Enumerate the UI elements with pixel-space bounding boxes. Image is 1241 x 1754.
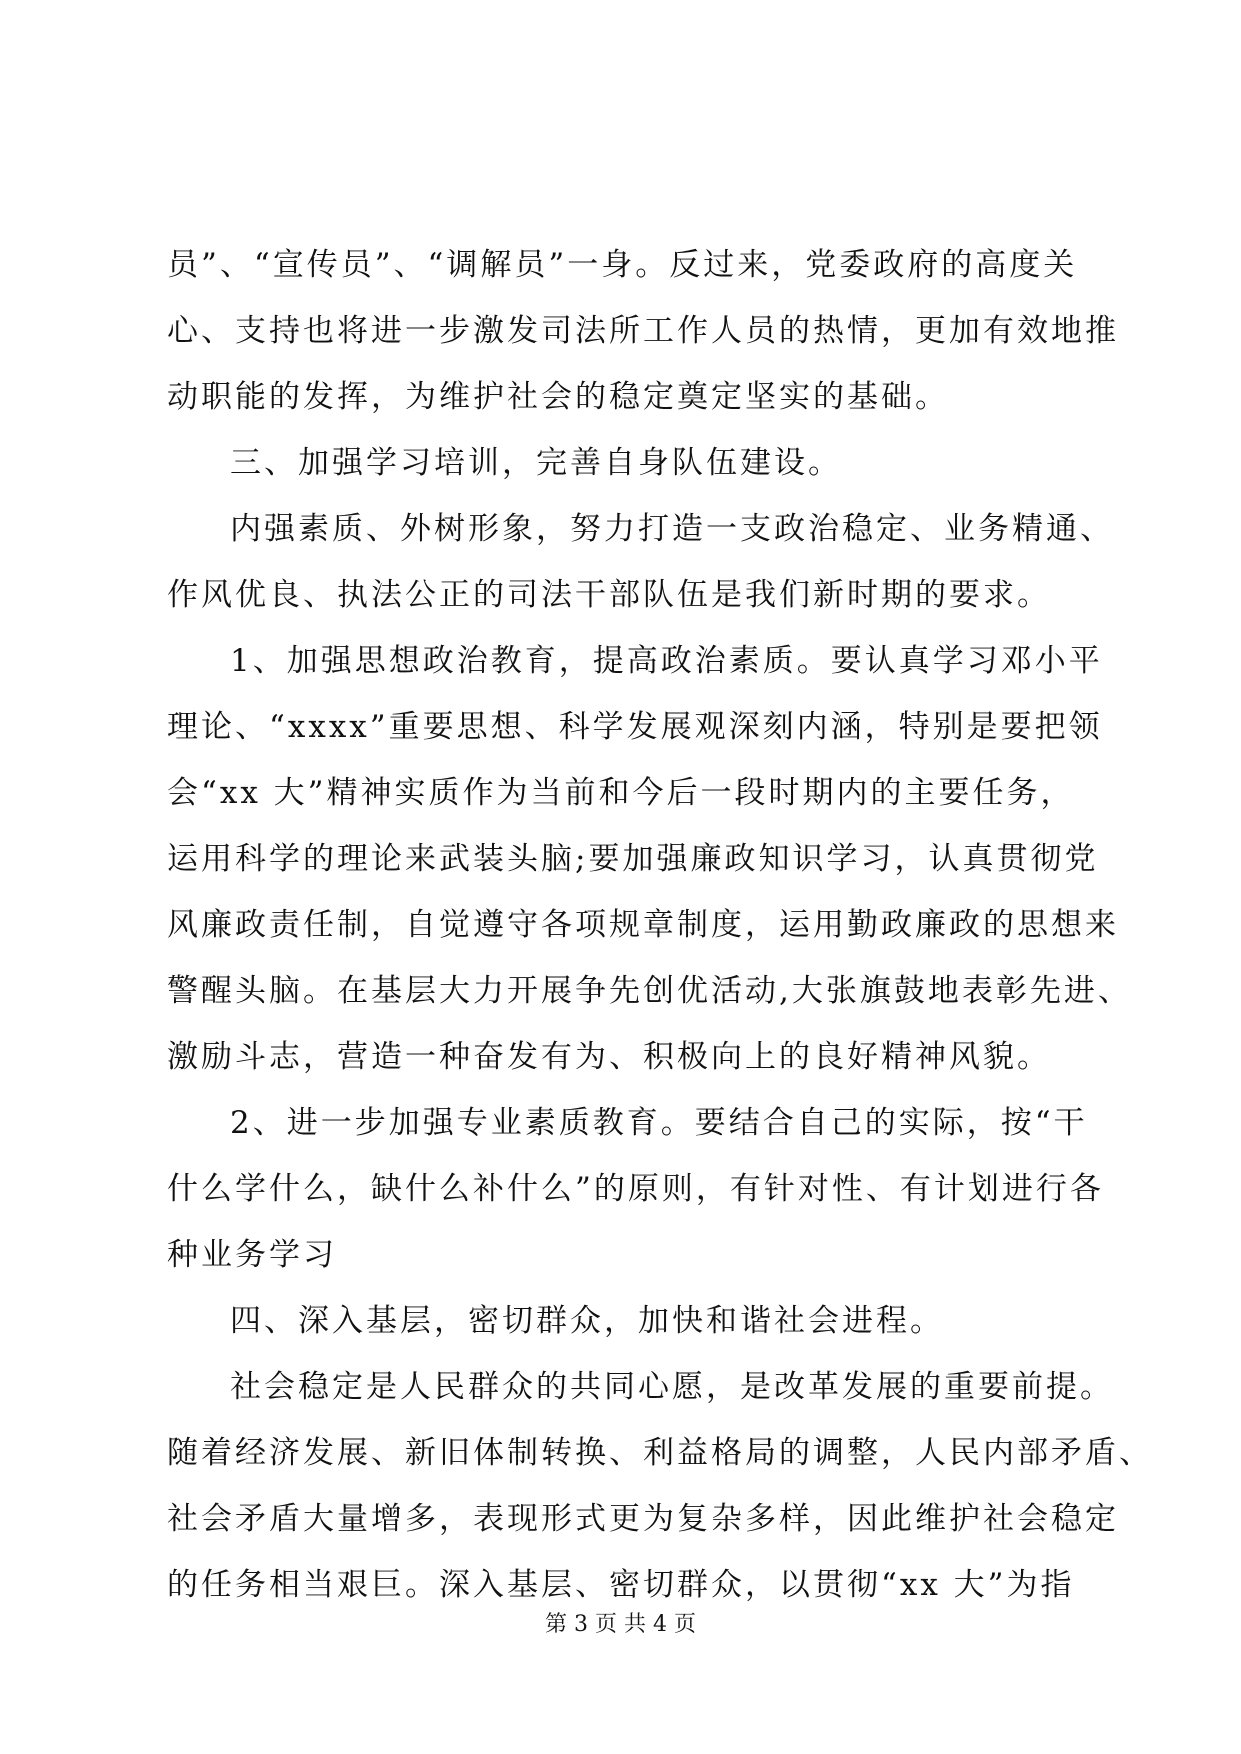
text-line: 种业务学习 xyxy=(167,1237,337,1273)
text-line: 社会矛盾大量增多，表现形式更为复杂多样，因此维护社会稳定 xyxy=(167,1501,1119,1537)
text-line: 激励斗志，营造一种奋发有为、积极向上的良好精神风貌。 xyxy=(167,1039,1051,1075)
text-line: 什么学什么，缺什么补什么”的原则，有针对性、有计划进行各 xyxy=(167,1171,1104,1207)
text-line: 内强素质、外树形象，努力打造一支政治稳定、业务精通、 xyxy=(230,511,1114,547)
text-line: 1、加强思想政治教育，提高政治素质。要认真学习邓小平 xyxy=(230,643,1103,679)
text-line: 会“xx 大”精神实质作为当前和今后一段时期内的主要任务， xyxy=(167,775,1075,811)
text-line: 2、进一步加强专业素质教育。要结合自己的实际，按“干 xyxy=(230,1105,1088,1141)
text-line: 风廉政责任制，自觉遵守各项规章制度，运用勤政廉政的思想来 xyxy=(167,907,1119,943)
text-line: 的任务相当艰巨。深入基层、密切群众，以贯彻“xx 大”为指 xyxy=(167,1567,1075,1603)
text-line: 理论、“xxxx”重要思想、科学发展观深刻内涵，特别是要把领 xyxy=(167,709,1103,745)
body-text xyxy=(167,232,1153,1618)
text-line: 心、支持也将进一步激发司法所工作人员的热情，更加有效地推 xyxy=(167,313,1119,349)
text-line: 社会稳定是人民群众的共同心愿，是改革发展的重要前提。 xyxy=(230,1369,1114,1405)
section-heading: 三、加强学习培训，完善自身队伍建设。 xyxy=(230,445,842,481)
text-line: 员”、“宣传员”、“调解员”一身。反过来，党委政府的高度关 xyxy=(167,247,1078,283)
text-line: 动职能的发挥，为维护社会的稳定奠定坚实的基础。 xyxy=(167,379,949,415)
text-line: 警醒头脑。在基层大力开展争先创优活动,大张旗鼓地表彰先进、 xyxy=(167,973,1132,1009)
page-number-footer: 第 3 页 共 4 页 xyxy=(545,1612,696,1637)
text-line: 随着经济发展、新旧体制转换、利益格局的调整，人民内部矛盾、 xyxy=(167,1435,1153,1471)
text-line: 运用科学的理论来武装头脑;要加强廉政知识学习，认真贯彻党 xyxy=(167,841,1099,877)
text-line: 作风优良、执法公正的司法干部队伍是我们新时期的要求。 xyxy=(167,577,1051,613)
section-heading: 四、深入基层，密切群众，加快和谐社会进程。 xyxy=(230,1303,944,1339)
